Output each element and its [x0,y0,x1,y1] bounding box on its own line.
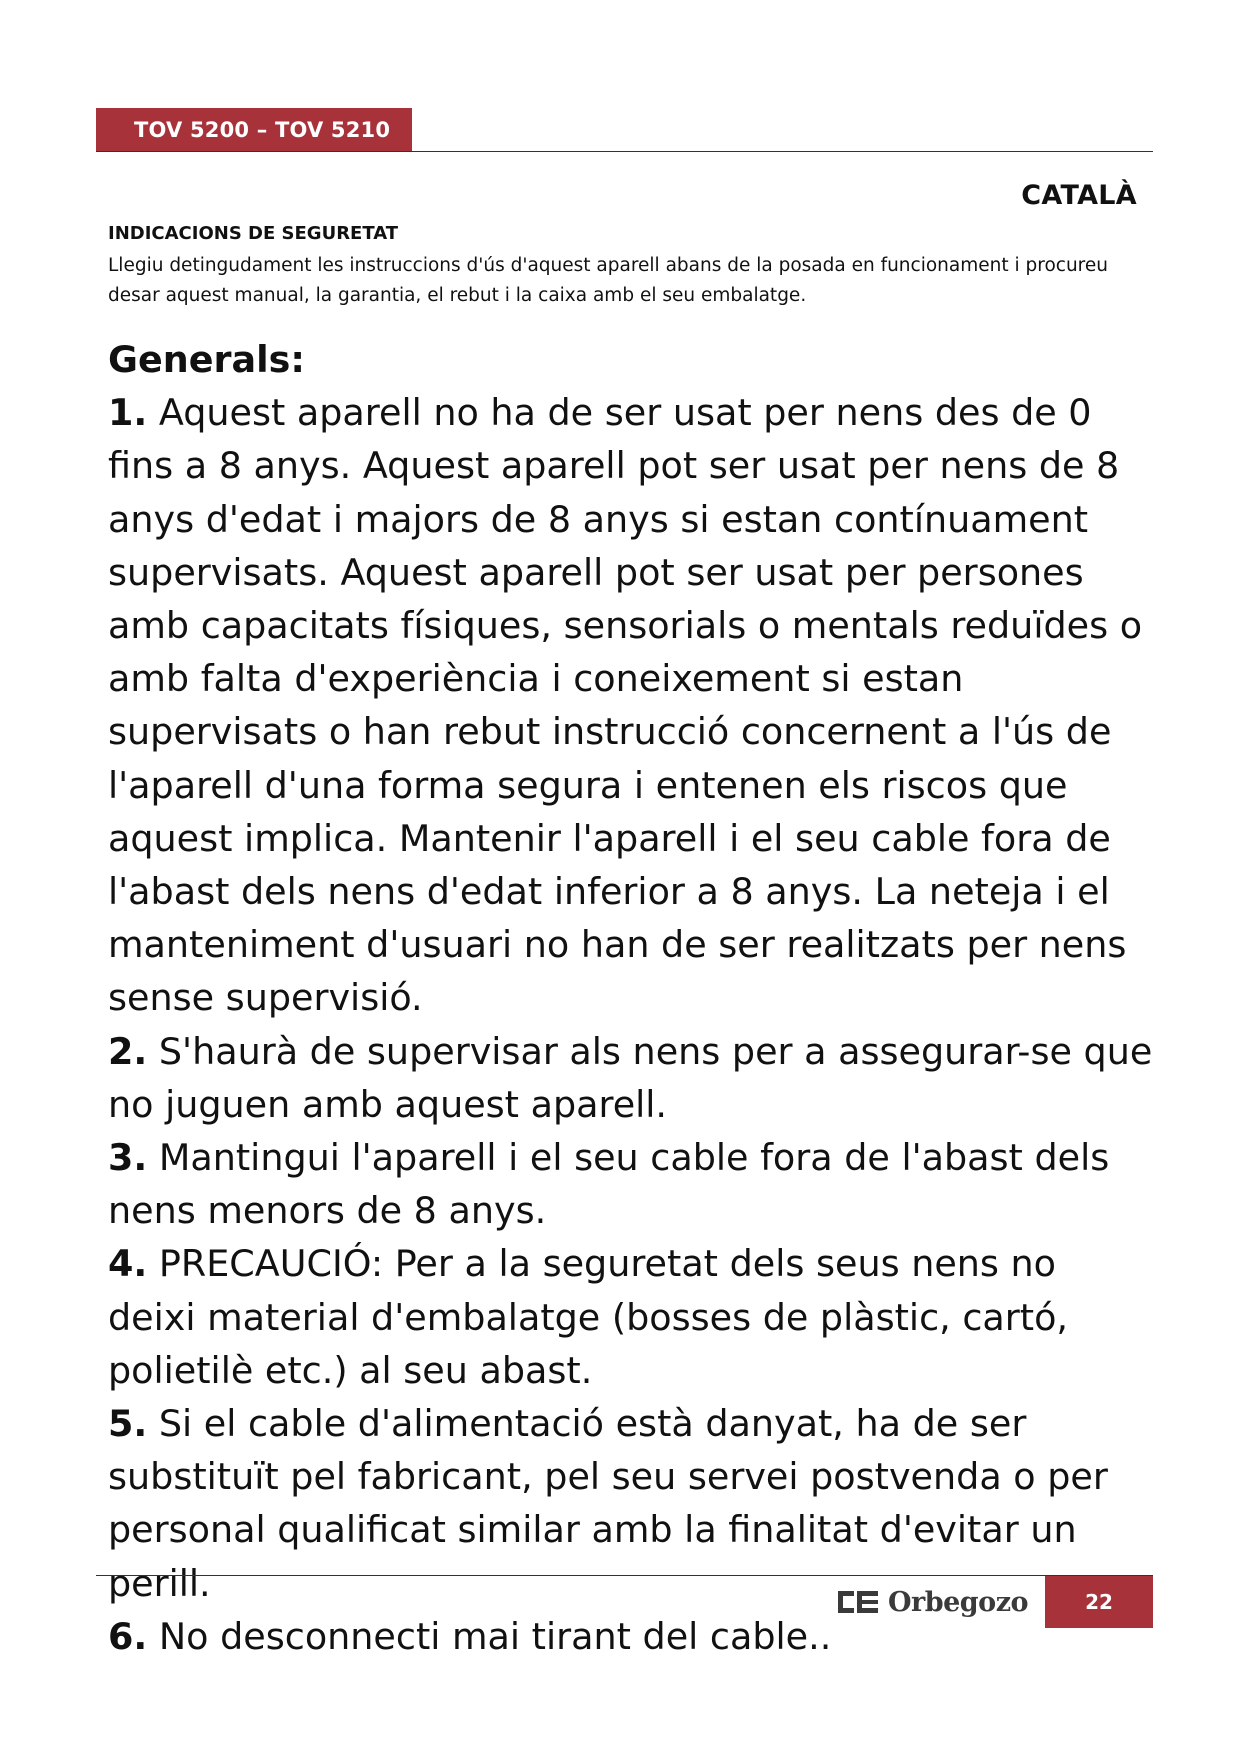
item-number: 1. [108,391,148,435]
item-number: 3. [108,1136,148,1180]
item-number: 4. [108,1242,148,1286]
item-text: No desconnecti mai tirant del cable.. [158,1614,832,1658]
list-item [108,1131,1153,1237]
brand-mark-icon [838,1591,878,1613]
brand-name: Orbegozo [888,1586,1029,1618]
brand-logo [838,1584,1038,1620]
model-tab [96,108,412,152]
item-text: Mantingui l'aparell i el seu cable fora de l'abast dels nens menors de 8 anys. [108,1136,1110,1233]
safety-title: INDICACIONS DE SEGURETAT [108,223,399,244]
safety-intro: Llegiu detingudament les instruccions d'ús d'aquest aparell abans de la posada en funcionament i procureu desar aquest manual, la garantia, el rebut i la caixa amb el seu embalatge. [108,255,1108,306]
item-number: 5. [108,1402,148,1446]
generals-heading: Generals: [108,338,305,381]
item-text: Aquest aparell no ha de ser usat per nens des de 0 fins a 8 anys. Aquest aparell pot ser usat per nens de 8 anys d'edat i majors de 8 anys si estan contínuament supervisats. Aquest aparell pot ser usat per persones amb capacitats físiques, sensorials o mentals reduïdes o amb falta d'experiència i coneixement si estan supervisats o han rebut instrucció concernent a l'ús de l'aparell d'una forma segura i entenen els riscos que aquest implica. Mantenir l'aparell i el seu cable fora de l'abast dels nens d'edat inferior a 8 anys. La neteja i el manteniment d'usuari no han de ser realitzats per nens sense supervisió. [108,391,1143,1020]
header-divider [96,151,1153,152]
page-number: 22 [1045,1576,1153,1628]
item-text: PRECAUCIÓ: Per a la seguretat dels seus nens no deixi material d'embalatge (bosses de plàstic, cartó, polietilè etc.) al seu abast. [108,1242,1069,1392]
model-label: TOV 5200 – TOV 5210 [134,118,391,142]
list-item [108,1025,1153,1131]
list-item [108,1397,1153,1610]
language-label: CATALÀ [1021,180,1137,211]
list-item [108,1237,1153,1397]
list-item [108,386,1153,1024]
footer-divider [96,1575,1153,1576]
item-number: 6. [108,1614,148,1658]
item-text: Si el cable d'alimentació està danyat, ha de ser substituït pel fabricant, pel seu servei postvenda o per personal qualificat similar amb la finalitat d'evitar un perill. [108,1402,1108,1605]
generals-section [108,333,1153,1663]
item-text: S'haurà de supervisar als nens per a assegurar-se que no juguen amb aquest aparell. [108,1029,1153,1126]
item-number: 2. [108,1029,148,1073]
